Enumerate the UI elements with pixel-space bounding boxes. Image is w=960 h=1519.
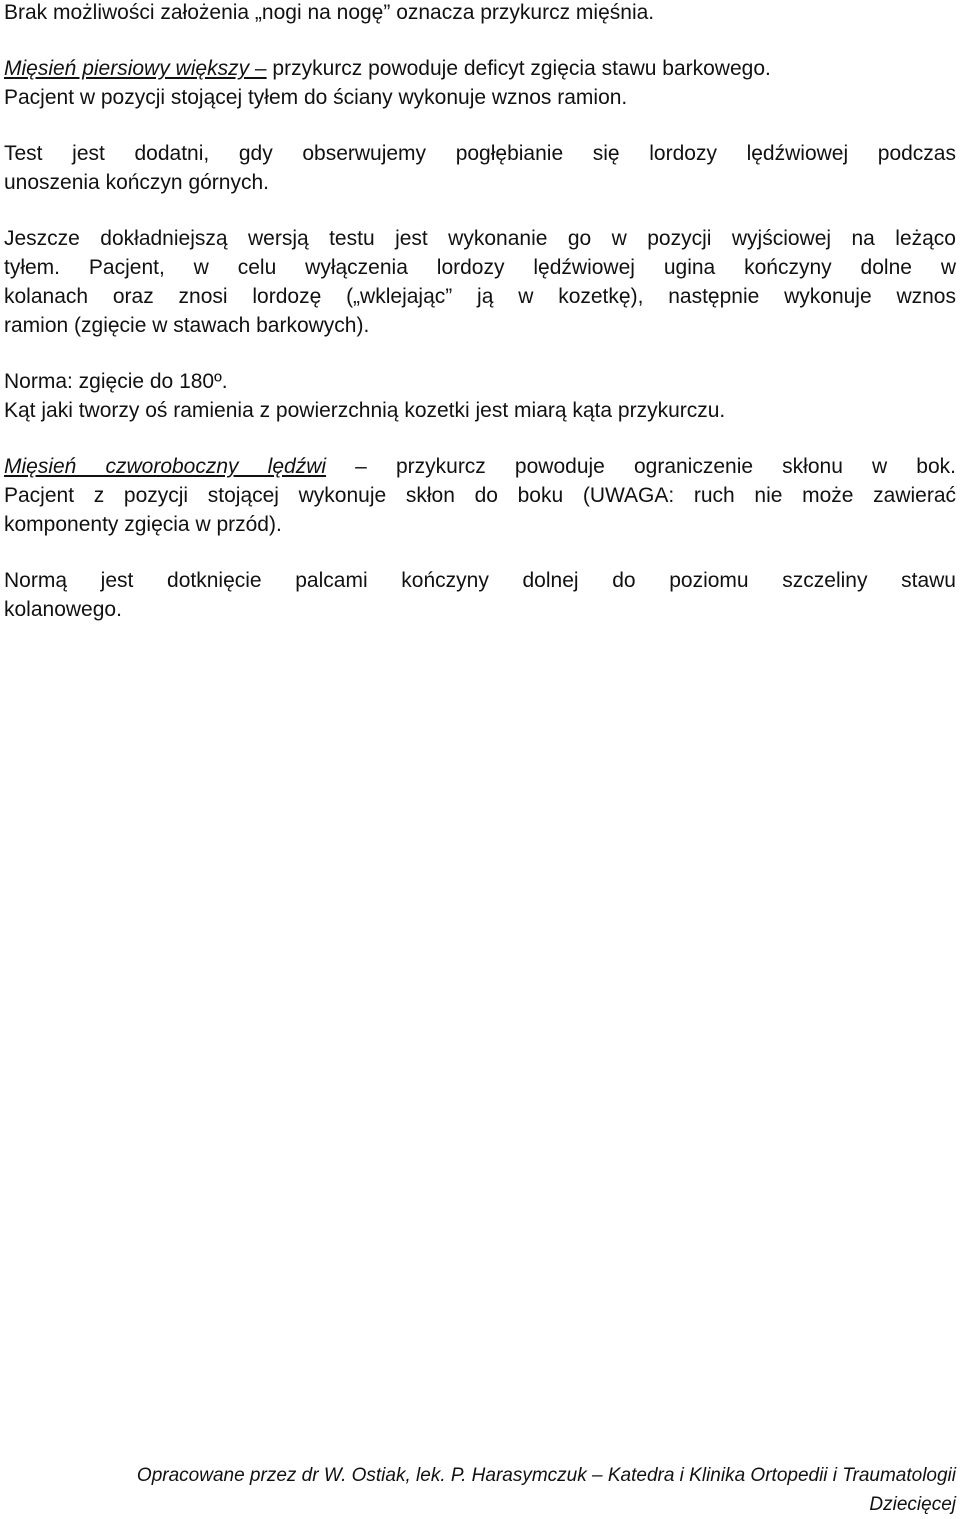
paragraph-test-line1: Test jest dodatni, gdy obserwujemy pogłębianie się lordozy lędźwiowej podczas [4,142,956,165]
paragraph-quadratus-line3: komponenty zgięcia w przód). [4,513,282,536]
paragraph-pectoralis-line1 [4,54,956,83]
term-quadratus-lumborum: Mięsień czworoboczny lędźwi [4,455,327,478]
document-body [4,0,956,624]
paragraph-pectoralis-line2: Pacjent w pozycji stojącej tyłem do ściany wykonuje wznos ramion. [4,86,628,109]
paragraph-supine-line2: tyłem. Pacjent, w celu wyłączenia lordozy lędźwiowej ugina kończyny dolne w [4,256,956,279]
paragraph-quadratus-line2: Pacjent z pozycji stojącej wykonuje skłon do boku (UWAGA: ruch nie może zawierać [4,484,956,507]
footer-line2: Dziecięcej [869,1494,956,1515]
paragraph-supine-line3: kolanach oraz znosi lordozę („wklejając” ją w kozetkę), następnie wykonuje wznos [4,285,956,308]
paragraph-supine-line4: ramion (zgięcie w stawach barkowych). [4,314,370,337]
paragraph-norm-line2: Kąt jaki tworzy oś ramienia z powierzchnią kozetki jest miarą kąta przykurczu. [4,399,726,422]
paragraph-quadratus-line1 [4,452,956,481]
paragraph-norm2-line1: Normą jest dotknięcie palcami kończyny dolnej do poziomu szczeliny stawu [4,569,956,592]
paragraph-norm-line1: Norma: zgięcie do 180º. [4,370,228,393]
quadratus-description: – przykurcz powoduje ograniczenie skłonu w bok. [326,455,956,478]
pectoralis-description: przykurcz powoduje deficyt zgięcia stawu barkowego. [266,57,771,80]
paragraph-test-line2: unoszenia kończyn górnych. [4,171,269,194]
paragraph-norm2-line2: kolanowego. [4,598,122,621]
page-footer [4,1461,956,1519]
term-pectoralis-major: Mięsień piersiowy większy – [4,57,267,80]
paragraph-supine-line1: Jeszcze dokładniejszą wersją testu jest wykonanie go w pozycji wyjściowej na leżąco [4,227,956,250]
footer-line1: Opracowane przez dr W. Ostiak, lek. P. Harasymczuk – Katedra i Klinika Ortopedii i Traumatologii [136,1465,956,1486]
paragraph-intro: Brak możliwości założenia „nogi na nogę” oznacza przykurcz mięśnia. [4,1,655,24]
